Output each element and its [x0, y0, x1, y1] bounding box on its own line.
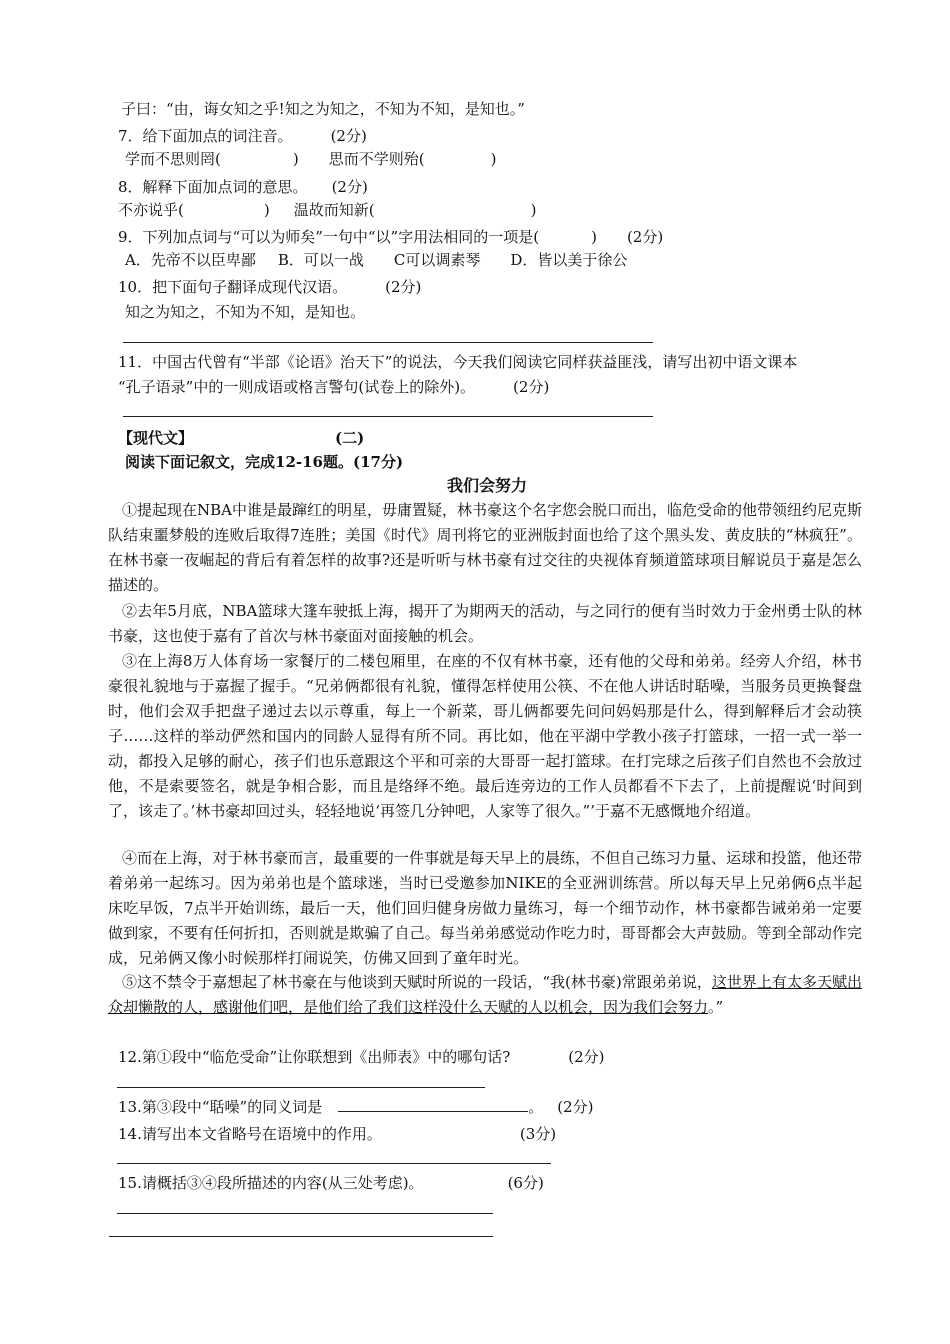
q15-text: 15.请概括③④段所描述的内容(从三处考虑)。 [118, 1174, 424, 1192]
paragraph-2: ②去年5月底，NBA篮球大篷车驶抵上海，揭开了为期两天的活动，与之同行的便有当时效力于金州勇士队的林书豪，这也使于嘉有了首次与林书豪面对面接触的机会。 [108, 602, 862, 645]
q10-number: 10． [118, 278, 153, 296]
question-9: 9．下列加点词与“可以为师矣”一句中“以”字用法相同的一项是( ) (2分) [118, 228, 664, 246]
q8-score: (2分) [331, 178, 368, 196]
q10-answer-line[interactable] [123, 342, 653, 343]
question-12 [118, 1047, 605, 1067]
q15-score: (6分) [507, 1174, 544, 1192]
q12-answer-line[interactable] [117, 1087, 485, 1088]
question-11 [118, 352, 797, 372]
paragraph-5 [108, 970, 862, 1020]
question-15 [118, 1173, 544, 1193]
q14-score: (3分) [519, 1125, 557, 1143]
q12-score: (2分) [568, 1048, 605, 1066]
q9-number: 9． [118, 228, 143, 246]
q8-item1: 不亦说乎( [118, 201, 184, 219]
q9-option-c: C可以调素琴 [393, 251, 481, 269]
paragraph-5-end: 。” [708, 998, 724, 1016]
q11-answer-line[interactable] [123, 416, 653, 417]
q7-text: 给下面加点的词注音。 [142, 127, 293, 145]
q10-sentence: 知之为知之，不知为不知，是知也。 [125, 303, 366, 321]
q12-text: 12.第①段中“临危受命”让你联想到《出师表》中的哪句话? [118, 1048, 511, 1066]
question-7 [118, 126, 367, 146]
q14-answer-line[interactable] [117, 1163, 551, 1164]
q15-answer-line-2[interactable] [109, 1236, 493, 1237]
section-header [118, 428, 364, 448]
q13-score: (2分) [557, 1098, 594, 1116]
classical-quote: 子曰：“由，诲女知之乎!知之为知之，不知为不知，是知也。” [121, 100, 525, 118]
q7-number: 7． [118, 127, 143, 145]
q8-number: 8． [118, 178, 143, 196]
paragraph-3: ③在上海8万人体育场一家餐厅的二楼包厢里，在座的不仅有林书豪，还有他的父母和弟弟。经旁人介绍，林书豪很礼貌地与于嘉握了握手。“兄弟俩都很有礼貌，懂得怎样使用公筷、不在他人讲话时聒噪，当服务员更换餐盘时，他们会双手把盘子递过去以示尊重，每上一个新菜，哥儿俩都要先问问妈妈那是什么，得到解释后才会动筷子……这样的举动俨然和国内的同龄人显得有所不同。再比如，他在平湖中学教小孩子打篮球，一招一式一举一动，都投入足够的耐心，孩子们也乐意跟这个平和可亲的大哥哥一起打篮球。在打完球之后孩子们自然也不会放过他，不是索要签名，就是争相合影，而且是络绎不绝。最后连旁边的工作人员都看不下去了，上前提醒说‘时间到了，该走了。’林书豪却回过头，轻轻地说‘再签几分钟吧，人家等了很久。”’于嘉不无感慨地介绍道。 [108, 652, 862, 820]
q9-option-a: A．先帝不以臣卑鄙 [125, 251, 256, 269]
section-number: (二) [335, 429, 365, 447]
question-8 [118, 177, 368, 197]
q10-score: (2分) [385, 278, 422, 296]
paragraph-4: ④而在上海，对于林书豪而言，最重要的一件事就是每天早上的晨练，不但自己练习力量、运球和投篮，他还带着弟弟一起练习。因为弟弟也是个篮球迷，当时已受邀参加NIKE的全亚洲训练营。所以每天早上兄弟俩6点半起床吃早饭，7点半开始训练，最后一天，他们回归健身房做力量练习，每一个细节动作，林书豪都告诫弟弟一定要做到家，不要有任何折扣，否则就是欺骗了自己。每当弟弟感觉动作吃力时，哥哥都会大声鼓励。等到全部动作完成，兄弟俩又像小时候那样打闹说笑，仿佛又回到了童年时光。 [108, 849, 862, 967]
section-label: 【现代文】 [118, 429, 194, 447]
section-instruction: 阅读下面记叙文，完成12-16题。(17分) [125, 453, 404, 471]
paragraph-1: ①提起现在NBA中谁是最蹿红的明星，毋庸置疑，林书豪这个名字您会脱口而出，临危受命的他带领纽约尼克斯队结束噩梦般的连败后取得7连胜；美国《时代》周刊将它的亚洲版封面也给了这个黑头发、黄皮肤的“林疯狂”。在林书豪一夜崛起的背后有着怎样的故事?还是听听与林书豪有过交往的央视体育频道篮球项目解说员于嘉是怎么描述的。 [108, 501, 862, 594]
q11-text2: “孔子语录”中的一则成语或格言警句(试卷上的除外)。 [118, 378, 476, 396]
q9-options [125, 250, 627, 270]
passage-title: 我们会努力 [447, 476, 528, 495]
q14-text: 14.请写出本文省略号在语境中的作用。 [118, 1125, 382, 1143]
question-14 [118, 1124, 556, 1144]
question-13: 13.第③段中“聒噪”的同义词是 。 (2分) [118, 1098, 594, 1116]
q13-text: 13.第③段中“聒噪”的同义词是 [118, 1098, 323, 1116]
q11-score: (2分) [513, 378, 550, 396]
paragraph-5-text: ⑤这不禁令于嘉想起了林书豪在与他谈到天赋时所说的一段话，“我(林书豪)常跟弟弟说， [122, 973, 712, 991]
q15-answer-line-1[interactable] [117, 1213, 493, 1214]
q11-line2 [118, 377, 549, 397]
q8-items: 不亦说乎( ) 温故而知新( ) [118, 201, 537, 219]
q7-item2: 思而不学则殆( [328, 150, 425, 168]
q11-number: 11． [118, 353, 153, 371]
q8-text: 解释下面加点词的意思。 [142, 178, 308, 196]
q7-item1: 学而不思则罔( [125, 150, 221, 168]
question-10 [118, 277, 421, 297]
q9-option-b: B．可以一战 [277, 251, 364, 269]
paragraph-5-underlined: 这世界上有太多天赋出众却懒散的人，感谢他们吧，是他们给了我们这样没什么天赋的人以机会，因为我们会努力 [108, 973, 862, 1016]
q9-score: (2分) [626, 228, 664, 246]
q11-text: 中国古代曾有“半部《论语》治天下”的说法，今天我们阅读它同样获益匪浅，请写出初中语文课本 [152, 353, 798, 371]
q9-text: 下列加点词与“可以为师矣”一句中“以”字用法相同的一项是( [142, 228, 540, 246]
q13-answer-blank[interactable] [338, 1097, 528, 1112]
q10-text: 把下面句子翻译成现代汉语。 [152, 278, 348, 296]
q7-score: (2分) [330, 127, 367, 145]
q7-items: 学而不思则罔( ) 思而不学则殆( ) [125, 150, 497, 168]
q8-item2: 温故而知新( [293, 201, 375, 219]
q9-option-d: D．皆以美于徐公 [510, 251, 628, 269]
